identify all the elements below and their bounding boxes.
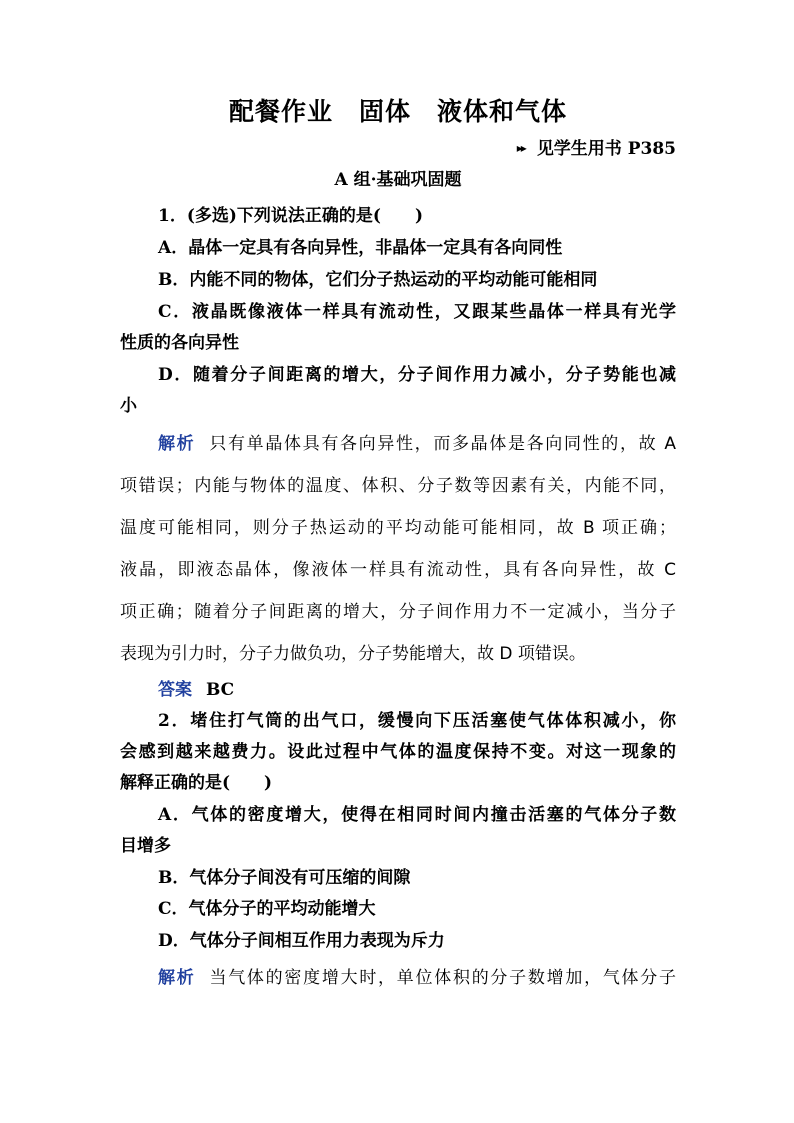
q1-analysis-line1: 解析 只有单晶体具有各向异性，而多晶体是各向同性的，故 A (158, 434, 676, 454)
q2-stem-line3: 解释正确的是( ) (120, 773, 273, 793)
page-title: 配餐作业 固体 液体和气体 (228, 97, 567, 126)
q1-analysis-line2: 项错误；内能与物体的温度、体积、分子数等因素有关，内能不同， (120, 476, 676, 496)
answer-value: BC (206, 680, 235, 700)
q2-option-a-line1: A．气体的密度增大，使得在相同时间内撞击活塞的气体分子数 (158, 805, 676, 825)
analysis-label: 解析 (158, 434, 196, 454)
student-book-reference (517, 136, 676, 161)
q2-analysis-line1: 解析 当气体的密度增大时，单位体积的分子数增加，气体分子 (158, 968, 677, 988)
q1-option-c-line1: C．液晶既像液体一样具有流动性，又跟某些晶体一样具有光学 (158, 302, 676, 322)
q1-analysis-line5: 项正确；随着分子间距离的增大，分子间作用力不一定减小，当分子 (120, 602, 676, 622)
q2-stem-line1: 2．堵住打气筒的出气口，缓慢向下压活塞使气体体积减小，你 (158, 711, 676, 731)
q2-option-c: C．气体分子的平均动能增大 (158, 899, 376, 919)
q1-option-a: A．晶体一定具有各向异性，非晶体一定具有各向同性 (158, 238, 563, 258)
q1-analysis-line3: 温度可能相同，则分子热运动的平均动能可能相同，故 B 项正确； (120, 518, 676, 538)
q2-option-b: B．气体分子间没有可压缩的间隙 (158, 868, 411, 888)
q1-option-b: B．内能不同的物体，它们分子热运动的平均动能可能相同 (158, 270, 598, 290)
q2-stem-line2: 会感到越来越费力。设此过程中气体的温度保持不变。对这一现象的 (120, 742, 676, 762)
q1-option-d-line2: 小 (120, 396, 137, 416)
q1-answer (120, 678, 676, 702)
q1-stem: 1．(多选)下列说法正确的是( ) (158, 206, 424, 226)
group-heading: A 组·基础巩固题 (334, 170, 462, 190)
q2-option-a-line2: 目增多 (120, 836, 171, 856)
q1-option-c-line2: 性质的各向异性 (120, 333, 239, 353)
double-arrow-icon: ▸▸ (516, 141, 525, 155)
answer-label: 答案 (158, 680, 192, 700)
analysis-label: 解析 (158, 968, 196, 988)
reference-text: 见学生用书 P385 (536, 139, 676, 159)
q1-analysis-line4: 液晶，即液态晶体，像液体一样具有流动性，具有各向异性，故 C (120, 560, 676, 580)
q1-option-d-line1: D．随着分子间距离的增大，分子间作用力减小，分子势能也减 (158, 365, 676, 385)
q1-analysis-line6: 表现为引力时，分子力做负功，分子势能增大，故 D 项错误。 (120, 644, 586, 664)
q2-option-d: D．气体分子间相互作用力表现为斥力 (158, 931, 445, 951)
